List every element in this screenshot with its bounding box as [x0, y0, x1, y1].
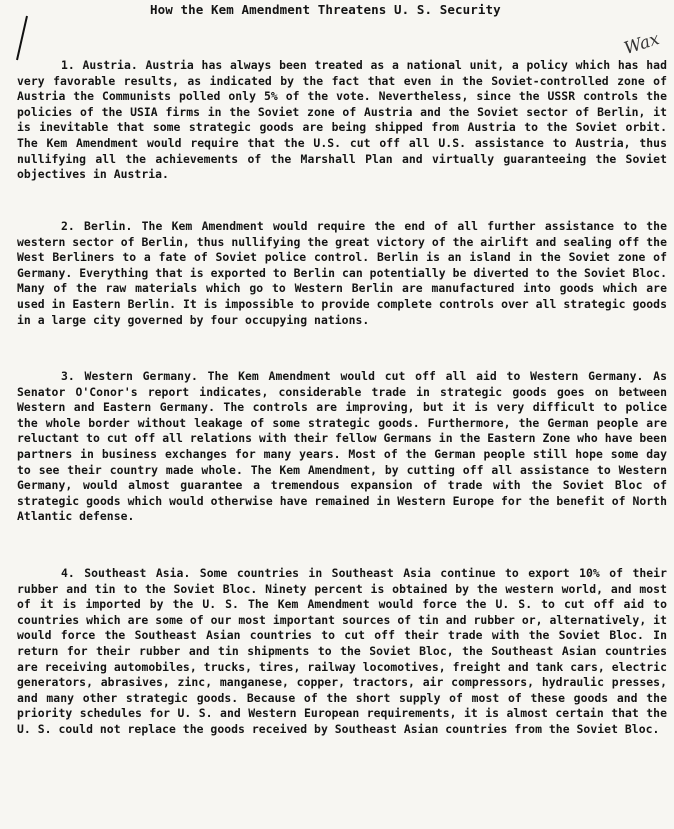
- paragraph-western-germany: 3. Western Germany. The Kem Amendment would cut off all aid to Western Germany. As Senator O'Conor's report indicates, considerable trade in strategic goods goes on between Western and Eastern Germany. The controls are improving, but it is very difficult to police the whole border without leakage of some strategic goods. Furthermore, the German people are reluctant to cut off all relations with their fellow Germans in the Eastern Zone who have been partners in business exchanges for many years. Most of the German people still hope some day to see their country made whole. The Kem Amendment, by cutting off all assistance to Western Germany, would almost guarantee a tremendous expansion of trade with the Soviet Bloc of strategic goods which would otherwise have remained in Western Europe for the benefit of North Atlantic defense.: [17, 369, 667, 524]
- handwritten-margin-note: Wax: [621, 28, 662, 60]
- paragraph-southeast-asia: 4. Southeast Asia. Some countries in Southeast Asia continue to export 10% of their rubber and tin to the Soviet Bloc. Ninety percent is obtained by the western world, and most of it is imported by the U. S. The Kem Amendment would force the U. S. to cut off aid to countries which are some of our most important sources of tin and rubber or, alternatively, it would force the Southeast Asian countries to cut off their trade with the Soviet Bloc. In return for their rubber and tin shipments to the Soviet Bloc, the Southeast Asian countries are receiving automobiles, trucks, tires, railway locomotives, freight and tank cars, electric generators, abrasives, zinc, manganese, copper, tractors, air compressors, hydraulic presses, and many other strategic goods. Because of the short supply of most of these goods and the priority schedules for U. S. and Western European requirements, it is almost certain that the U. S. could not replace the goods received by Southeast Asian countries from the Soviet Bloc.: [17, 566, 667, 736]
- paragraph-berlin: 2. Berlin. The Kem Amendment would require the end of all further assistance to the western sector of Berlin, thus nullifying the great victory of the airlift and sealing off the West Berliners to a fate of Soviet police control. Berlin is an island in the Soviet zone of Germany. Everything that is exported to Berlin can potentially be diverted to the Soviet Bloc. Many of the raw materials which go to Western Berlin are manufactured into goods which are used in Eastern Berlin. It is impossible to provide complete controls over all strategic goods in a large city governed by four occupying nations.: [17, 219, 667, 327]
- document-title: How the Kem Amendment Threatens U. S. Security: [150, 2, 501, 17]
- paragraph-austria: 1. Austria. Austria has always been treated as a national unit, a policy which has had very favorable results, as indicated by the fact that even in the Soviet-controlled zone of Austria the Communists polled only 5% of the vote. Nevertheless, since the USSR controls the policies of the USIA firms in the Soviet zone of Austria and the Soviet sector of Berlin, it is inevitable that some strategic goods are being shipped from Austria to the Soviet orbit. The Kem Amendment would require that the U.S. cut off all U.S. assistance to Austria, thus nullifying all the achievements of the Marshall Plan and virtually guaranteeing the Soviet objectives in Austria.: [17, 58, 667, 182]
- pen-stroke-mark: [14, 14, 30, 62]
